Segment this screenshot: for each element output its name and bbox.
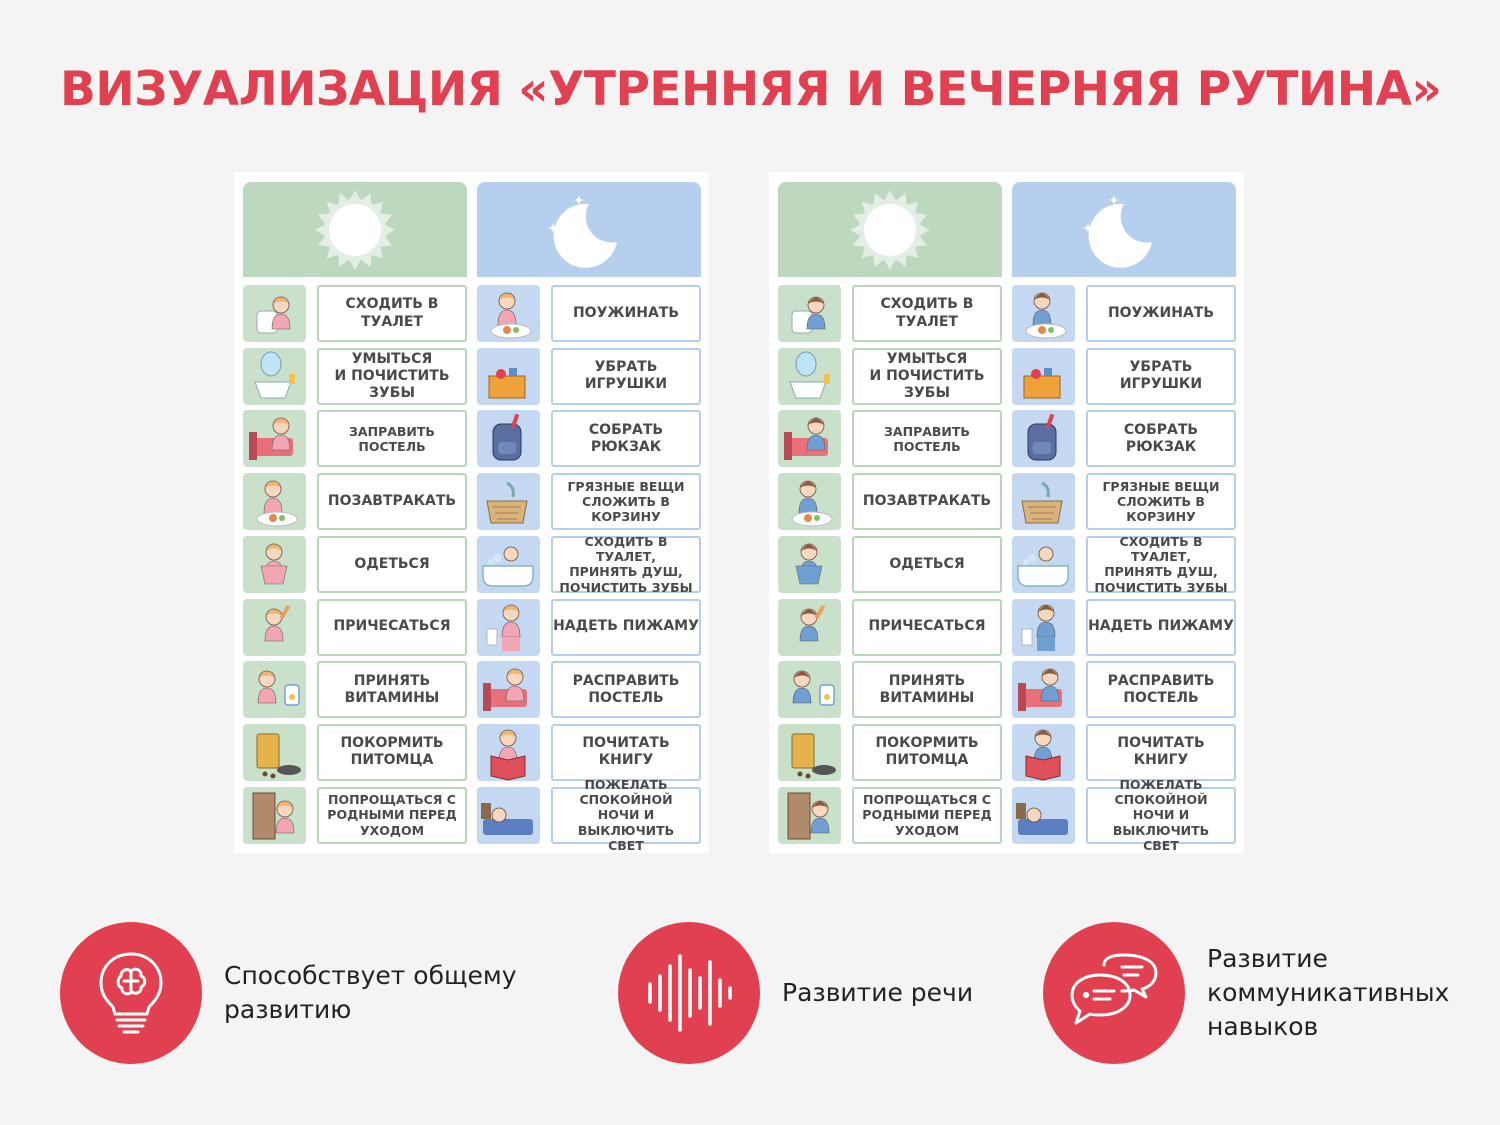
- task-picture: [778, 410, 841, 467]
- backpack-icon: [1012, 410, 1075, 467]
- task-label: [551, 724, 701, 781]
- girl-reading-icon: [477, 724, 540, 781]
- evening-task-row: [1012, 776, 1236, 853]
- task-label-text: ОДЕТЬСЯ: [354, 555, 430, 572]
- task-label: [317, 787, 467, 844]
- girl-door-waving-icon: [243, 787, 306, 844]
- laundry-basket-icon: [1012, 473, 1075, 530]
- girl-turn-down-bed-icon: [477, 661, 540, 718]
- boy-sleeping-icon: [1012, 787, 1075, 844]
- task-label: [852, 473, 1002, 530]
- morning-task-row: [778, 348, 1002, 405]
- task-label: [852, 348, 1002, 405]
- task-label: [551, 533, 701, 595]
- task-label: [852, 536, 1002, 593]
- task-label: [1086, 410, 1236, 467]
- task-label: [852, 285, 1002, 342]
- task-picture: [477, 787, 540, 844]
- task-label-text: УМЫТЬСЯ И ПОЧИСТИТЬ ЗУБЫ: [334, 350, 450, 401]
- task-picture: [1012, 661, 1075, 718]
- sun-icon: [305, 190, 405, 270]
- task-picture: [243, 599, 306, 656]
- pet-food-icon: [243, 724, 306, 781]
- task-label: [1086, 348, 1236, 405]
- girl-making-bed-icon: [243, 410, 306, 467]
- girl-dinner-icon: [477, 285, 540, 342]
- task-label-text: ЗАПРАВИТЬ ПОСТЕЛЬ: [349, 423, 435, 454]
- task-label: [852, 724, 1002, 781]
- task-picture: [243, 536, 306, 593]
- evening-task-row: [477, 533, 701, 595]
- evening-task-row: [477, 410, 701, 467]
- task-picture: [477, 285, 540, 342]
- task-label-text: ПОЖЕЛАТЬ СПОКОЙНОЙ НОЧИ И ВЫКЛЮЧИТЬ СВЕТ: [577, 776, 675, 853]
- boy-pajamas-icon: [1012, 599, 1075, 656]
- task-label: [317, 285, 467, 342]
- task-label: [551, 410, 701, 467]
- task-picture: [243, 348, 306, 405]
- task-label: [852, 787, 1002, 844]
- girl-dressing-icon: [243, 536, 306, 593]
- morning-task-row: [243, 348, 467, 405]
- task-label: [317, 536, 467, 593]
- toy-box-icon: [477, 348, 540, 405]
- task-picture: [778, 285, 841, 342]
- feature-speech-development: [618, 922, 973, 1064]
- evening-task-row: [477, 724, 701, 781]
- boy-dressing-icon: [778, 536, 841, 593]
- task-picture: [778, 473, 841, 530]
- bathtub-icon: [477, 536, 540, 593]
- boy-dinner-icon: [1012, 285, 1075, 342]
- task-label-text: НАДЕТЬ ПИЖАМУ: [553, 618, 699, 635]
- task-label-text: ГРЯЗНЫЕ ВЕЩИ СЛОЖИТЬ В КОРЗИНУ: [567, 478, 685, 525]
- boy-making-bed-icon: [778, 410, 841, 467]
- task-label-text: ПОЧИТАТЬ КНИГУ: [1117, 735, 1205, 769]
- task-picture: [1012, 599, 1075, 656]
- task-label-text: ПОЗАВТРАКАТЬ: [862, 493, 992, 510]
- evening-task-row: [1012, 410, 1236, 467]
- backpack-icon: [477, 410, 540, 467]
- evening-task-row: [1012, 533, 1236, 595]
- laundry-basket-icon: [477, 473, 540, 530]
- boy-breakfast-icon: [778, 473, 841, 530]
- task-picture: [1012, 536, 1075, 593]
- task-label: [551, 285, 701, 342]
- page-title: ВИЗУАЛИЗАЦИЯ «УТРЕННЯЯ И ВЕЧЕРНЯЯ РУТИНА»: [60, 62, 1442, 117]
- morning-header: [778, 182, 1002, 277]
- evening-task-row: [477, 661, 701, 718]
- task-label: [852, 410, 1002, 467]
- boy-turn-down-bed-icon: [1012, 661, 1075, 718]
- feature-general-development: [60, 922, 517, 1064]
- morning-task-row: [778, 599, 1002, 656]
- task-label-text: ПОПРОЩАТЬСЯ С РОДНЫМИ ПЕРЕД УХОДОМ: [327, 792, 457, 838]
- morning-task-row: [778, 285, 1002, 342]
- task-label-text: ПОУЖИНАТЬ: [572, 304, 680, 321]
- task-picture: [778, 787, 841, 844]
- task-picture: [778, 348, 841, 405]
- task-label-text: СОБРАТЬ РЮКЗАК: [1123, 421, 1199, 455]
- evening-task-row: [1012, 473, 1236, 530]
- task-label: [1086, 285, 1236, 342]
- task-label-text: ПРИНЯТЬ ВИТАМИНЫ: [879, 672, 975, 706]
- boy-combing-icon: [778, 599, 841, 656]
- task-label-text: УБРАТЬ ИГРУШКИ: [584, 359, 668, 393]
- task-picture: [1012, 348, 1075, 405]
- morning-task-row: [243, 285, 467, 342]
- task-picture: [477, 599, 540, 656]
- task-label-text: ГРЯЗНЫЕ ВЕЩИ СЛОЖИТЬ В КОРЗИНУ: [1102, 478, 1220, 525]
- task-label: [317, 410, 467, 467]
- evening-task-row: [1012, 285, 1236, 342]
- feature-text: Развитие коммуникативных навыков: [1207, 944, 1450, 1041]
- evening-task-row: [477, 776, 701, 853]
- task-label: [1086, 473, 1236, 530]
- toy-box-icon: [1012, 348, 1075, 405]
- boy-door-waving-icon: [778, 787, 841, 844]
- moon-stars-icon: [539, 190, 639, 270]
- routine-card-girl: [234, 172, 709, 853]
- task-label-text: СХОДИТЬ В ТУАЛЕТ, ПРИНЯТЬ ДУШ, ПОЧИСТИТЬ ЗУБЫ: [559, 533, 693, 595]
- morning-task-row: [243, 536, 467, 593]
- task-label-text: СХОДИТЬ В ТУАЛЕТ: [880, 296, 974, 330]
- sink-mirror-icon: [243, 348, 306, 405]
- task-label-text: РАСПРАВИТЬ ПОСТЕЛЬ: [572, 672, 680, 706]
- task-label: [551, 661, 701, 718]
- girl-breakfast-icon: [243, 473, 306, 530]
- girl-pajamas-icon: [477, 599, 540, 656]
- task-picture: [243, 473, 306, 530]
- task-label-text: ПОЧИТАТЬ КНИГУ: [582, 735, 670, 769]
- morning-task-row: [778, 536, 1002, 593]
- task-label-text: УМЫТЬСЯ И ПОЧИСТИТЬ ЗУБЫ: [869, 350, 985, 401]
- task-label-text: ОДЕТЬСЯ: [889, 555, 965, 572]
- morning-task-row: [243, 410, 467, 467]
- sound-wave-icon: [644, 948, 734, 1038]
- task-picture: [477, 348, 540, 405]
- task-label: [1086, 599, 1236, 656]
- pet-food-icon: [778, 724, 841, 781]
- bathtub-icon: [1012, 536, 1075, 593]
- task-label: [551, 348, 701, 405]
- task-label: [551, 599, 701, 656]
- lightbulb-brain-icon: [91, 948, 171, 1038]
- task-label: [317, 661, 467, 718]
- task-label: [852, 599, 1002, 656]
- task-label: [551, 776, 701, 853]
- girl-sleeping-icon: [477, 787, 540, 844]
- morning-task-row: [243, 661, 467, 718]
- boy-vitamins-icon: [778, 661, 841, 718]
- evening-task-row: [1012, 661, 1236, 718]
- task-label: [551, 473, 701, 530]
- task-label-text: СОБРАТЬ РЮКЗАК: [588, 421, 664, 455]
- task-label-text: ПОКОРМИТЬ ПИТОМЦА: [875, 735, 979, 769]
- girl-toilet-icon: [243, 285, 306, 342]
- task-label: [1086, 661, 1236, 718]
- task-picture: [1012, 724, 1075, 781]
- feature-text: Развитие речи: [782, 978, 974, 1008]
- task-picture: [477, 661, 540, 718]
- moon-stars-icon: [1074, 190, 1174, 270]
- task-label: [317, 599, 467, 656]
- morning-task-row: [778, 473, 1002, 530]
- morning-task-row: [778, 410, 1002, 467]
- task-label: [1086, 724, 1236, 781]
- feature-icon-circle: [60, 922, 202, 1064]
- task-picture: [1012, 285, 1075, 342]
- task-label-text: ПОЗАВТРАКАТЬ: [327, 493, 457, 510]
- feature-text: Способствует общему развитию: [224, 961, 517, 1024]
- boy-reading-icon: [1012, 724, 1075, 781]
- task-label-text: ПРИЧЕСАТЬСЯ: [868, 618, 986, 635]
- task-label-text: ПРИЧЕСАТЬСЯ: [333, 618, 451, 635]
- task-label: [317, 473, 467, 530]
- morning-task-row: [778, 787, 1002, 844]
- task-picture: [477, 536, 540, 593]
- task-picture: [1012, 787, 1075, 844]
- task-label-text: РАСПРАВИТЬ ПОСТЕЛЬ: [1107, 672, 1215, 706]
- evening-header: [1012, 182, 1236, 277]
- task-picture: [243, 410, 306, 467]
- task-picture: [477, 724, 540, 781]
- task-picture: [778, 661, 841, 718]
- task-picture: [1012, 410, 1075, 467]
- routine-card-boy: [769, 172, 1244, 853]
- sink-mirror-icon: [778, 348, 841, 405]
- evening-task-row: [477, 285, 701, 342]
- morning-task-row: [243, 787, 467, 844]
- task-picture: [243, 787, 306, 844]
- task-label-text: ПОКОРМИТЬ ПИТОМЦА: [340, 735, 444, 769]
- sun-icon: [840, 190, 940, 270]
- feature-icon-circle: [1043, 922, 1185, 1064]
- task-label-text: ПРИНЯТЬ ВИТАМИНЫ: [344, 672, 440, 706]
- morning-task-row: [243, 724, 467, 781]
- morning-task-row: [778, 661, 1002, 718]
- morning-task-row: [243, 599, 467, 656]
- task-label: [1086, 776, 1236, 853]
- task-label: [317, 724, 467, 781]
- chat-bubbles-icon: [1066, 951, 1162, 1035]
- evening-task-row: [1012, 724, 1236, 781]
- task-label-text: ПОУЖИНАТЬ: [1107, 304, 1215, 321]
- feature-communication-skills: [1043, 922, 1449, 1064]
- evening-header: [477, 182, 701, 277]
- task-picture: [243, 285, 306, 342]
- boy-toilet-icon: [778, 285, 841, 342]
- task-label-text: УБРАТЬ ИГРУШКИ: [1119, 359, 1203, 393]
- morning-task-row: [243, 473, 467, 530]
- morning-task-row: [778, 724, 1002, 781]
- task-label-text: СХОДИТЬ В ТУАЛЕТ, ПРИНЯТЬ ДУШ, ПОЧИСТИТЬ ЗУБЫ: [1094, 533, 1228, 595]
- task-label-text: ПОЖЕЛАТЬ СПОКОЙНОЙ НОЧИ И ВЫКЛЮЧИТЬ СВЕТ: [1112, 776, 1210, 853]
- task-picture: [1012, 473, 1075, 530]
- task-picture: [477, 473, 540, 530]
- task-picture: [778, 536, 841, 593]
- feature-icon-circle: [618, 922, 760, 1064]
- task-label-text: ЗАПРАВИТЬ ПОСТЕЛЬ: [884, 423, 970, 454]
- evening-task-row: [477, 348, 701, 405]
- task-label-text: СХОДИТЬ В ТУАЛЕТ: [345, 296, 439, 330]
- evening-task-row: [477, 599, 701, 656]
- girl-combing-icon: [243, 599, 306, 656]
- task-label: [852, 661, 1002, 718]
- evening-task-row: [1012, 348, 1236, 405]
- task-picture: [243, 724, 306, 781]
- morning-header: [243, 182, 467, 277]
- task-picture: [477, 410, 540, 467]
- task-picture: [243, 661, 306, 718]
- evening-task-row: [1012, 599, 1236, 656]
- task-label-text: НАДЕТЬ ПИЖАМУ: [1088, 618, 1234, 635]
- task-label-text: ПОПРОЩАТЬСЯ С РОДНЫМИ ПЕРЕД УХОДОМ: [862, 792, 992, 838]
- girl-vitamins-icon: [243, 661, 306, 718]
- task-label: [1086, 533, 1236, 595]
- evening-task-row: [477, 473, 701, 530]
- task-picture: [778, 599, 841, 656]
- task-label: [317, 348, 467, 405]
- task-picture: [778, 724, 841, 781]
